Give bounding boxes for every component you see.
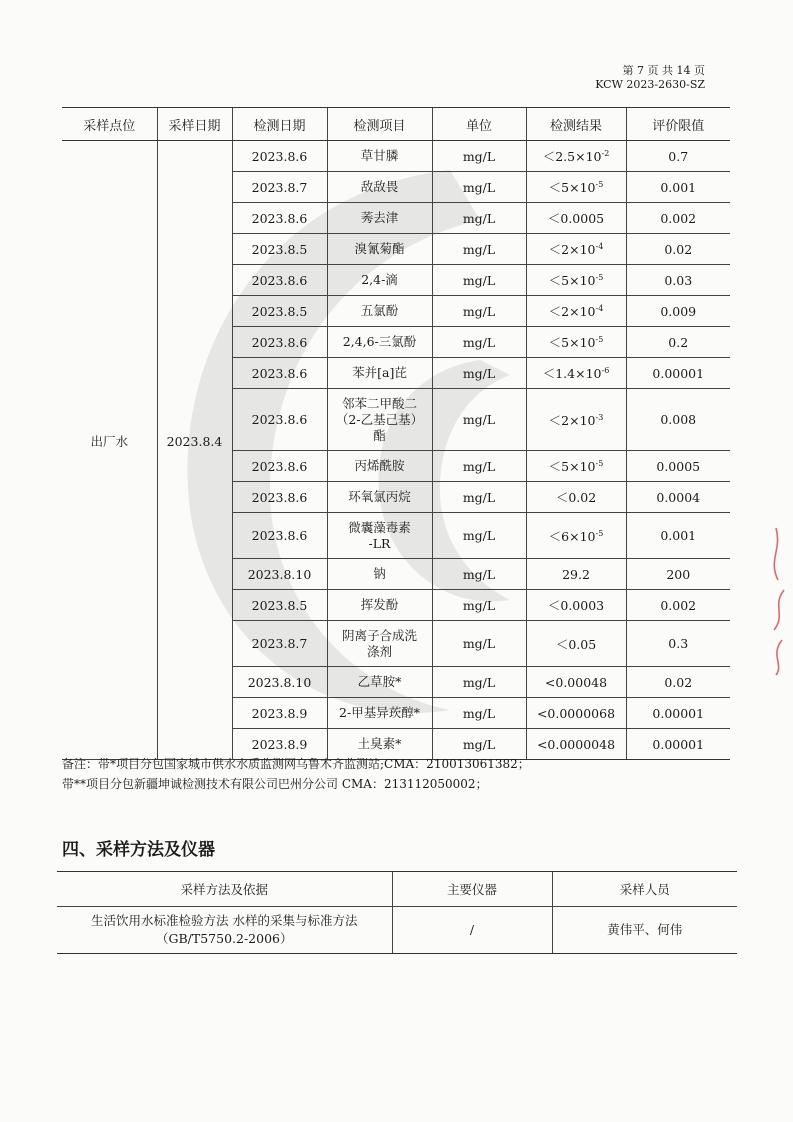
result-cell (526, 265, 626, 296)
test-date-cell: 2023.8.5 (232, 590, 327, 621)
result-value: <0.0000048 (536, 736, 616, 752)
result-cell (526, 296, 626, 327)
header-personnel: 采样人员 (552, 872, 737, 907)
header-result: 检测结果 (526, 108, 626, 141)
result-cell (526, 358, 626, 389)
notes (62, 754, 530, 794)
test-date-cell: 2023.8.7 (232, 621, 327, 667)
limit-cell: 0.001 (626, 513, 730, 559)
result-cell (526, 234, 626, 265)
result-exponent: -5 (595, 528, 604, 538)
test-item-cell: 环氧氯丙烷 (327, 482, 432, 513)
result-cell (526, 621, 626, 667)
test-item-cell: 微囊藻毒素 -LR (327, 513, 432, 559)
test-item-cell: 土臭素* (327, 729, 432, 760)
test-item-cell: 挥发酚 (327, 590, 432, 621)
result-value: ＜6×10 (548, 528, 596, 544)
limit-cell: 0.002 (626, 203, 730, 234)
test-item-cell: 苯并[a]芘 (327, 358, 432, 389)
unit-cell: mg/L (432, 698, 526, 729)
report-number: KCW 2023-2630-SZ (595, 78, 705, 91)
unit-cell: mg/L (432, 358, 526, 389)
result-value: ＜0.02 (555, 490, 597, 505)
result-cell (526, 729, 626, 760)
test-date-cell: 2023.8.6 (232, 327, 327, 358)
unit-cell: mg/L (432, 729, 526, 760)
page-number: 第 7 页 共 14 页 (622, 64, 705, 77)
result-value: ＜2×10 (548, 242, 596, 257)
limit-cell: 0.002 (626, 590, 730, 621)
unit-cell: mg/L (432, 172, 526, 203)
test-date-cell: 2023.8.6 (232, 451, 327, 482)
test-date-cell: 2023.8.5 (232, 296, 327, 327)
limit-cell: 0.3 (626, 621, 730, 667)
limit-cell: 0.02 (626, 234, 730, 265)
limit-cell: 0.2 (626, 327, 730, 358)
method-cell (57, 907, 392, 954)
test-date-cell: 2023.8.6 (232, 513, 327, 559)
test-date-cell: 2023.8.6 (232, 265, 327, 296)
test-date-cell: 2023.8.6 (232, 141, 327, 172)
test-item-cell: 钠 (327, 559, 432, 590)
table-header-row (57, 872, 737, 907)
test-item-cell: 2-甲基异莰醇* (327, 698, 432, 729)
result-value: ＜0.0005 (547, 211, 605, 226)
limit-cell: 0.02 (626, 667, 730, 698)
instrument-cell: / (392, 907, 552, 954)
result-value: <0.00048 (544, 674, 608, 690)
limit-cell: 0.0005 (626, 451, 730, 482)
test-item-cell: 五氯酚 (327, 296, 432, 327)
test-date-cell: 2023.8.6 (232, 482, 327, 513)
result-exponent: -5 (595, 458, 604, 468)
table-row (62, 141, 730, 172)
header-test-item: 检测项目 (327, 108, 432, 141)
result-value: <0.0000068 (536, 705, 616, 721)
unit-cell: mg/L (432, 327, 526, 358)
result-value: ＜5×10 (548, 273, 596, 288)
seal-stamp-partial (762, 520, 793, 680)
result-cell (526, 482, 626, 513)
result-value: ＜2.5×10 (542, 149, 602, 164)
header-instrument: 主要仪器 (392, 872, 552, 907)
results-table (62, 107, 730, 760)
header-test-date: 检测日期 (232, 108, 327, 141)
test-date-cell: 2023.8.5 (232, 234, 327, 265)
result-cell (526, 667, 626, 698)
result-exponent: -4 (595, 303, 604, 313)
test-date-cell: 2023.8.9 (232, 729, 327, 760)
note-line: 备注：带*项目分包国家城市供水水质监测网乌鲁木齐监测站;CMA：210013061382； (62, 757, 530, 771)
header-method: 采样方法及依据 (57, 872, 392, 907)
result-exponent: -3 (595, 412, 604, 422)
test-date-cell: 2023.8.6 (232, 389, 327, 451)
test-item-cell: 草甘膦 (327, 141, 432, 172)
result-cell (526, 559, 626, 590)
test-item-cell: 溴氰菊酯 (327, 234, 432, 265)
test-date-cell: 2023.8.6 (232, 358, 327, 389)
section-title: 四、采样方法及仪器 (62, 840, 215, 860)
test-item-cell: 莠去津 (327, 203, 432, 234)
unit-cell: mg/L (432, 141, 526, 172)
result-cell (526, 327, 626, 358)
method-standard: （GB/T5750.2-2006） (156, 931, 293, 946)
header-unit: 单位 (432, 108, 526, 141)
unit-cell: mg/L (432, 590, 526, 621)
result-cell (526, 590, 626, 621)
test-date-cell: 2023.8.10 (232, 667, 327, 698)
test-item-cell: 2,4,6-三氯酚 (327, 327, 432, 358)
result-cell (526, 141, 626, 172)
table-row (57, 907, 737, 954)
limit-cell: 0.7 (626, 141, 730, 172)
test-item-cell: 丙烯酰胺 (327, 451, 432, 482)
limit-cell: 0.03 (626, 265, 730, 296)
result-cell (526, 203, 626, 234)
unit-cell: mg/L (432, 451, 526, 482)
result-value: ＜2×10 (548, 304, 596, 319)
unit-cell: mg/L (432, 389, 526, 451)
sample-date-cell: 2023.8.4 (157, 141, 232, 760)
personnel-cell: 黄伟平、何伟 (552, 907, 737, 954)
unit-cell: mg/L (432, 265, 526, 296)
method-line: 生活饮用水标准检验方法 水样的采集与标准方法 (91, 913, 358, 928)
test-date-cell: 2023.8.9 (232, 698, 327, 729)
limit-cell: 0.001 (626, 172, 730, 203)
header-sample-point: 采样点位 (62, 108, 157, 141)
unit-cell: mg/L (432, 667, 526, 698)
result-value: ＜2×10 (548, 412, 596, 428)
result-exponent: -2 (601, 148, 610, 158)
result-exponent: -5 (595, 179, 604, 189)
result-exponent: -4 (595, 241, 604, 251)
result-cell (526, 389, 626, 451)
header-sample-date: 采样日期 (157, 108, 232, 141)
test-item-cell: 邻苯二甲酸二 （2-乙基己基） 酯 (327, 389, 432, 451)
result-exponent: -6 (601, 365, 610, 375)
sampling-method-table (57, 871, 737, 954)
result-value: ＜5×10 (548, 180, 596, 195)
result-value: ＜5×10 (548, 459, 596, 474)
result-cell (526, 172, 626, 203)
result-cell (526, 698, 626, 729)
test-date-cell: 2023.8.6 (232, 203, 327, 234)
unit-cell: mg/L (432, 559, 526, 590)
unit-cell: mg/L (432, 296, 526, 327)
unit-cell: mg/L (432, 234, 526, 265)
unit-cell: mg/L (432, 203, 526, 234)
test-item-cell: 乙草胺* (327, 667, 432, 698)
result-cell (526, 513, 626, 559)
result-value: ＜0.05 (555, 636, 597, 652)
table-header-row (62, 108, 730, 141)
test-item-cell: 敌敌畏 (327, 172, 432, 203)
test-item-cell: 2,4-滴 (327, 265, 432, 296)
unit-cell: mg/L (432, 513, 526, 559)
page-header (595, 64, 705, 92)
result-cell (526, 451, 626, 482)
test-date-cell: 2023.8.10 (232, 559, 327, 590)
result-exponent: -5 (595, 272, 604, 282)
limit-cell: 0.00001 (626, 729, 730, 760)
result-value: ＜1.4×10 (542, 366, 602, 381)
limit-cell: 200 (626, 559, 730, 590)
result-value: ＜0.0003 (547, 598, 605, 613)
test-item-cell: 阴离子合成洗 涤剂 (327, 621, 432, 667)
unit-cell: mg/L (432, 621, 526, 667)
limit-cell: 0.0004 (626, 482, 730, 513)
header-limit: 评价限值 (626, 108, 730, 141)
unit-cell: mg/L (432, 482, 526, 513)
result-value: ＜5×10 (548, 335, 596, 350)
test-date-cell: 2023.8.7 (232, 172, 327, 203)
limit-cell: 0.009 (626, 296, 730, 327)
limit-cell: 0.008 (626, 389, 730, 451)
result-exponent: -5 (595, 334, 604, 344)
result-value: 29.2 (562, 566, 590, 582)
limit-cell: 0.00001 (626, 698, 730, 729)
sample-point-cell: 出厂水 (62, 141, 157, 760)
limit-cell: 0.00001 (626, 358, 730, 389)
note-line: 带**项目分包新疆坤诚检测技术有限公司巴州分公司 CMA：213112050002； (62, 777, 488, 791)
